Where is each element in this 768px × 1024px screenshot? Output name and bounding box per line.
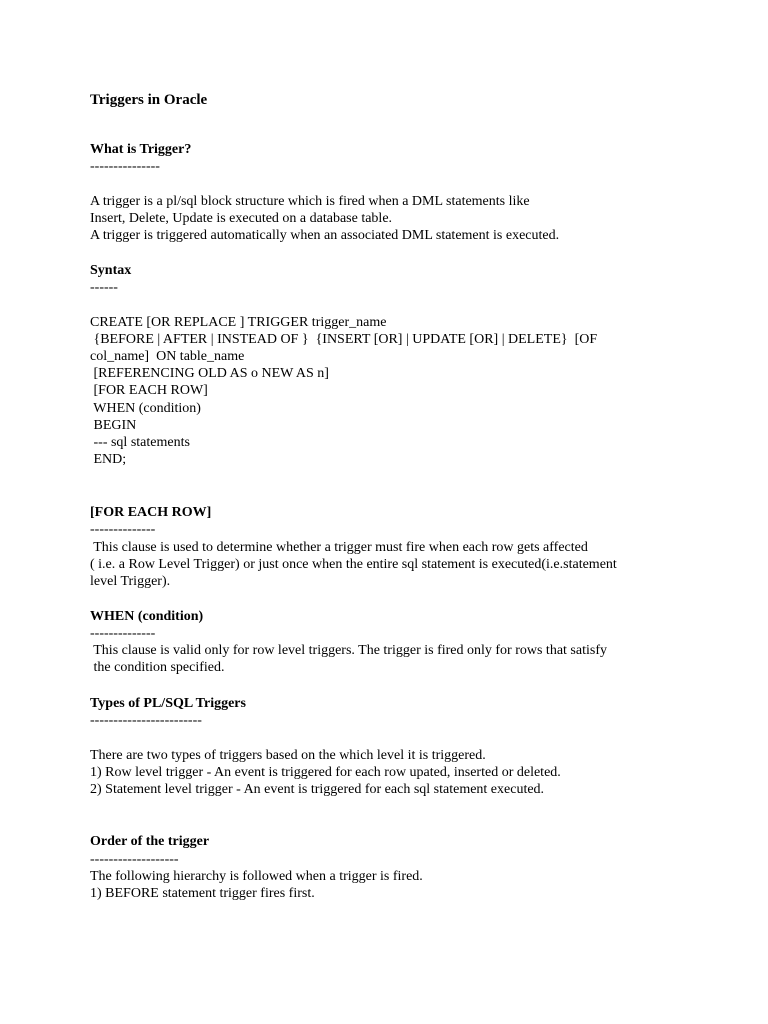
section-heading-order: Order of the trigger <box>90 834 210 849</box>
paragraph-line: This clause is used to determine whether a trigger must fire when each row gets affected <box>90 540 588 555</box>
syntax-line: BEGIN <box>90 418 137 433</box>
paragraph-line: The following hierarchy is followed when a trigger is fired. <box>90 869 423 884</box>
paragraph-line: level Trigger). <box>90 574 171 589</box>
paragraph-line: There are two types of triggers based on the which level it is triggered. <box>90 748 486 763</box>
paragraph-line: ( i.e. a Row Level Trigger) or just once when the entire sql statement is executed(i.e.statement <box>90 557 617 572</box>
paragraph-line: 1) BEFORE statement trigger fires first. <box>90 886 315 901</box>
section-heading-when-condition: WHEN (condition) <box>90 609 204 624</box>
syntax-line: [FOR EACH ROW] <box>90 383 208 398</box>
section-heading-types: Types of PL/SQL Triggers <box>90 696 246 711</box>
section-heading-syntax: Syntax <box>90 263 132 278</box>
section-rule: ------------------- <box>90 852 179 867</box>
section-rule: --------------- <box>90 159 160 174</box>
paragraph-line: This clause is valid only for row level triggers. The trigger is fired only for rows that satisfy <box>90 643 607 658</box>
paragraph-line: A trigger is triggered automatically when an associated DML statement is executed. <box>90 228 560 243</box>
paragraph-line: 1) Row level trigger - An event is triggered for each row upated, inserted or deleted. <box>90 765 561 780</box>
section-rule: -------------- <box>90 626 156 641</box>
section-rule: ------ <box>90 280 118 295</box>
syntax-line: [REFERENCING OLD AS o NEW AS n] <box>90 366 329 381</box>
section-rule: ------------------------ <box>90 713 202 728</box>
section-rule: -------------- <box>90 522 156 537</box>
paragraph-line: Insert, Delete, Update is executed on a database table. <box>90 211 393 226</box>
syntax-line: WHEN (condition) <box>90 401 201 416</box>
paragraph-line: the condition specified. <box>90 660 225 675</box>
document-title: Triggers in Oracle <box>90 92 208 108</box>
syntax-line: CREATE [OR REPLACE ] TRIGGER trigger_name <box>90 315 387 330</box>
syntax-line: col_name] ON table_name <box>90 349 245 364</box>
syntax-line: END; <box>90 452 127 467</box>
section-heading-what-is-trigger: What is Trigger? <box>90 142 192 157</box>
paragraph-line: A trigger is a pl/sql block structure which is fired when a DML statements like <box>90 194 530 209</box>
paragraph-line: 2) Statement level trigger - An event is triggered for each sql statement executed. <box>90 782 545 797</box>
section-heading-for-each-row: [FOR EACH ROW] <box>90 505 212 520</box>
syntax-line: {BEFORE | AFTER | INSTEAD OF } {INSERT [OR] | UPDATE [OR] | DELETE} [OF <box>90 332 598 347</box>
syntax-line: --- sql statements <box>90 435 190 450</box>
